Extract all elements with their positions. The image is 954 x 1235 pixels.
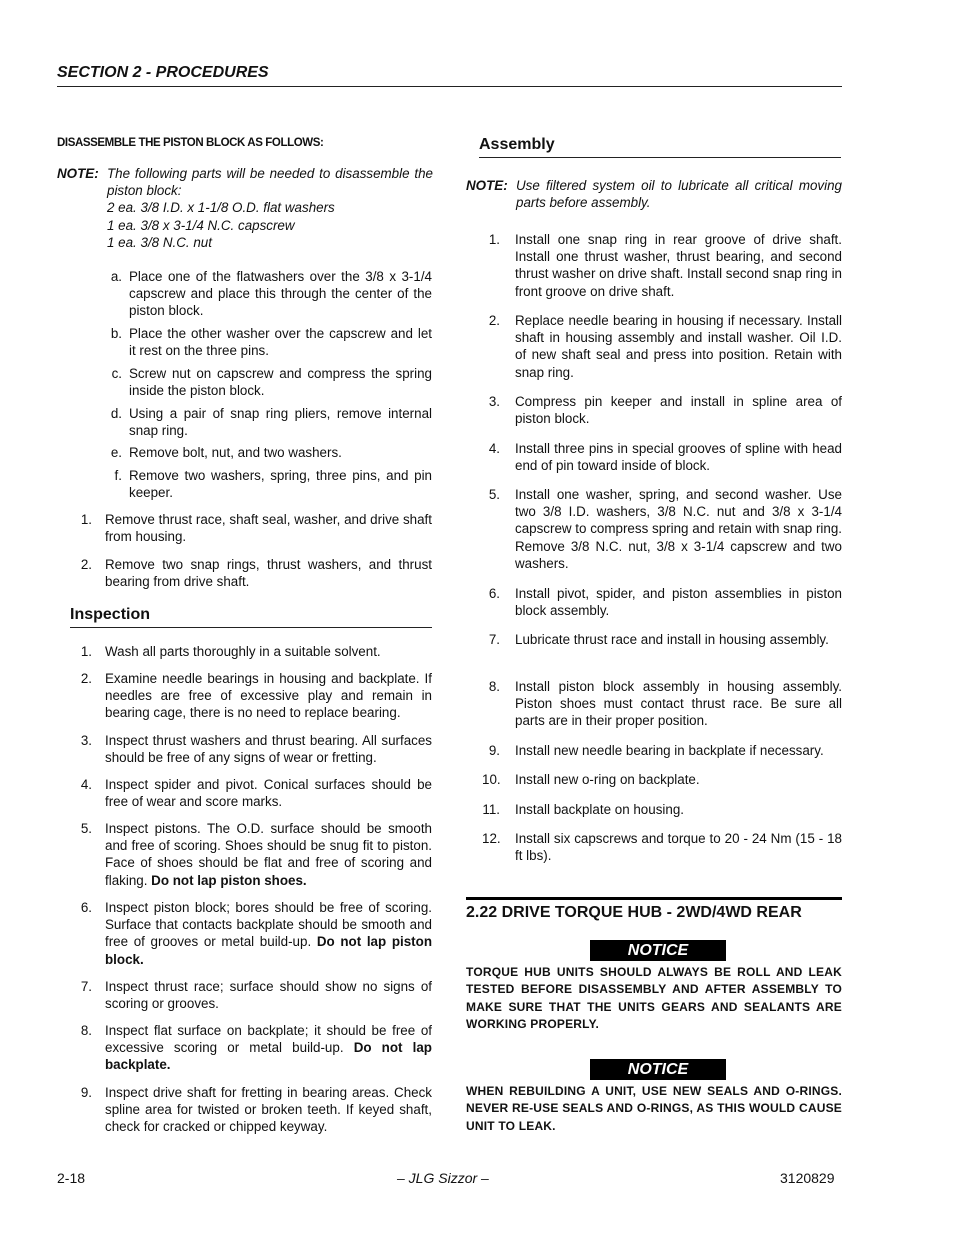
list-item: c. Screw nut on capscrew and compress the spring inside the piston block. (111, 366, 432, 399)
list-item: 4. Install three pins in special grooves of spline with head end of pin toward inside of block. (488, 441, 842, 474)
list-item: 3. Inspect thrust washers and thrust bearing. All surfaces should be free of any signs of wear or fretting. (80, 733, 432, 766)
inspection-heading: Inspection (70, 606, 432, 628)
list-item: 2. Remove two snap rings, thrust washers, and thrust bearing from drive shaft. (80, 557, 432, 590)
note-line: 1 ea. 3/8 N.C. nut (107, 234, 212, 250)
list-item: 11. Install backplate on housing. (482, 802, 684, 817)
note-label: NOTE: (466, 178, 508, 193)
notice-badge: NOTICE (590, 1059, 726, 1080)
list-item: 8. Install piston block assembly in housing assembly. Piston shoes must contact thrust race. Be sure all parts are in their proper position. (488, 679, 842, 729)
list-item: e. Remove bolt, nut, and two washers. (110, 445, 342, 460)
note-text: Use filtered system oil to lubricate all critical moving parts before assembly. (516, 178, 842, 211)
note-assembly (466, 177, 842, 211)
list-item: 9. Inspect drive shaft for fretting in bearing areas. Check spline area for twisted or broken teeth. If keyed shaft, check for cracked or chipped keyway. (80, 1085, 432, 1135)
section-heading-2-22: 2.22 DRIVE TORQUE HUB - 2WD/4WD REAR (466, 897, 842, 922)
list-item: 1. Install one snap ring in rear groove of drive shaft. Install one thrust washer, thrust bearing, and second thrust washer on drive shaft. Install second snap ring in front groove on drive shaft. (488, 232, 842, 299)
list-item: 9. Install new needle bearing in backplate if necessary. (488, 743, 824, 758)
list-item: 1. Remove thrust race, shaft seal, washer, and drive shaft from housing. (80, 512, 432, 545)
assembly-heading: Assembly (479, 136, 841, 158)
list-item: 1. Wash all parts thoroughly in a suitable solvent. (80, 644, 381, 659)
section-header (57, 64, 842, 87)
list-item: a. Place one of the flatwashers over the 3/8 x 3-1/4 capscrew and place this through the center of the piston block. (110, 269, 432, 319)
list-item: 4. Inspect spider and pivot. Conical surfaces should be free of wear and score marks. (80, 777, 432, 810)
list-item: 10. Install new o-ring on backplate. (482, 772, 700, 787)
list-item: 6. Install pivot, spider, and piston assemblies in piston block assembly. (488, 586, 842, 619)
list-item: b. Place the other washer over the capscrew and let it rest on the three pins. (110, 326, 432, 359)
disassemble-heading: DISASSEMBLE THE PISTON BLOCK AS FOLLOWS: (57, 137, 324, 149)
list-item: 5. Install one washer, spring, and second washer. Use two 3/8 I.D. washers, 3/8 N.C. nut and 3/8 x 3-1/4 capscrew to compress spring and retain with snap ring. Remove 3/8 N.C. nut, 3/8 x 3-1/4 capscrew and two washers. (488, 487, 842, 571)
note-parts (57, 165, 433, 251)
document-number: 3120829 (780, 1170, 835, 1186)
note-line: The following parts will be needed to disassemble the piston block: (107, 166, 433, 199)
list-item: 6. Inspect piston block; bores should be free of scoring. Surface that contacts backplate should be smooth and free of grooves or metal build-up. Do not lap piston block. (80, 900, 432, 967)
list-item: 7. Lubricate thrust race and install in housing assembly. (488, 632, 829, 647)
list-item: 8. Inspect flat surface on backplate; it should be free of excessive scoring or metal build-up. Do not lap backplate. (80, 1023, 432, 1073)
list-item: d. Using a pair of snap ring pliers, remove internal snap ring. (110, 406, 432, 439)
list-item: 7. Inspect thrust race; surface should show no signs of scoring or grooves. (80, 979, 432, 1012)
footer-title: – JLG Sizzor – (397, 1170, 489, 1186)
page-number: 2-18 (57, 1170, 86, 1186)
note-label: NOTE: (57, 166, 99, 181)
note-line: 2 ea. 3/8 I.D. x 1-1/8 O.D. flat washers (107, 200, 335, 216)
note-line: 1 ea. 3/8 x 3-1/4 N.C. capscrew (107, 217, 295, 233)
notice-text: WHEN REBUILDING A UNIT, USE NEW SEALS AND O-RINGS. NEVER RE-USE SEALS AND O-RINGS, AS THIS WOULD CAUSE UNIT TO LEAK. (466, 1084, 842, 1133)
list-item: 5. Inspect pistons. The O.D. surface should be smooth and free of scoring. Shoes should be snug fit to piston. Face of shoes should be flat and free of scoring and flaking. Do not lap piston shoes. (80, 821, 432, 888)
list-item: 3. Compress pin keeper and install in spline area of piston block. (488, 394, 842, 427)
list-item: f. Remove two washers, spring, three pins, and pin keeper. (114, 468, 432, 501)
list-item: 2. Examine needle bearings in housing and backplate. If needles are free of excessive play and remain in bearing cage, there is no need to replace bearing. (80, 671, 432, 721)
notice-badge: NOTICE (590, 940, 726, 961)
notice-text: TORQUE HUB UNITS SHOULD ALWAYS BE ROLL AND LEAK TESTED BEFORE DISASSEMBLY AND AFTER ASSEMBLY TO MAKE SURE THAT THE UNITS GEARS AND SEALANTS ARE WORKING PROPERLY. (466, 965, 842, 1032)
list-item: 2. Replace needle bearing in housing if necessary. Install shaft in housing assembly and install washer. Oil I.D. of new shaft seal and press into position. Retain with snap ring. (488, 313, 842, 380)
section-title: SECTION 2 - PROCEDURES (57, 64, 269, 81)
list-item: 12. Install six capscrews and torque to 20 - 24 Nm (15 - 18 ft lbs). (482, 831, 842, 864)
